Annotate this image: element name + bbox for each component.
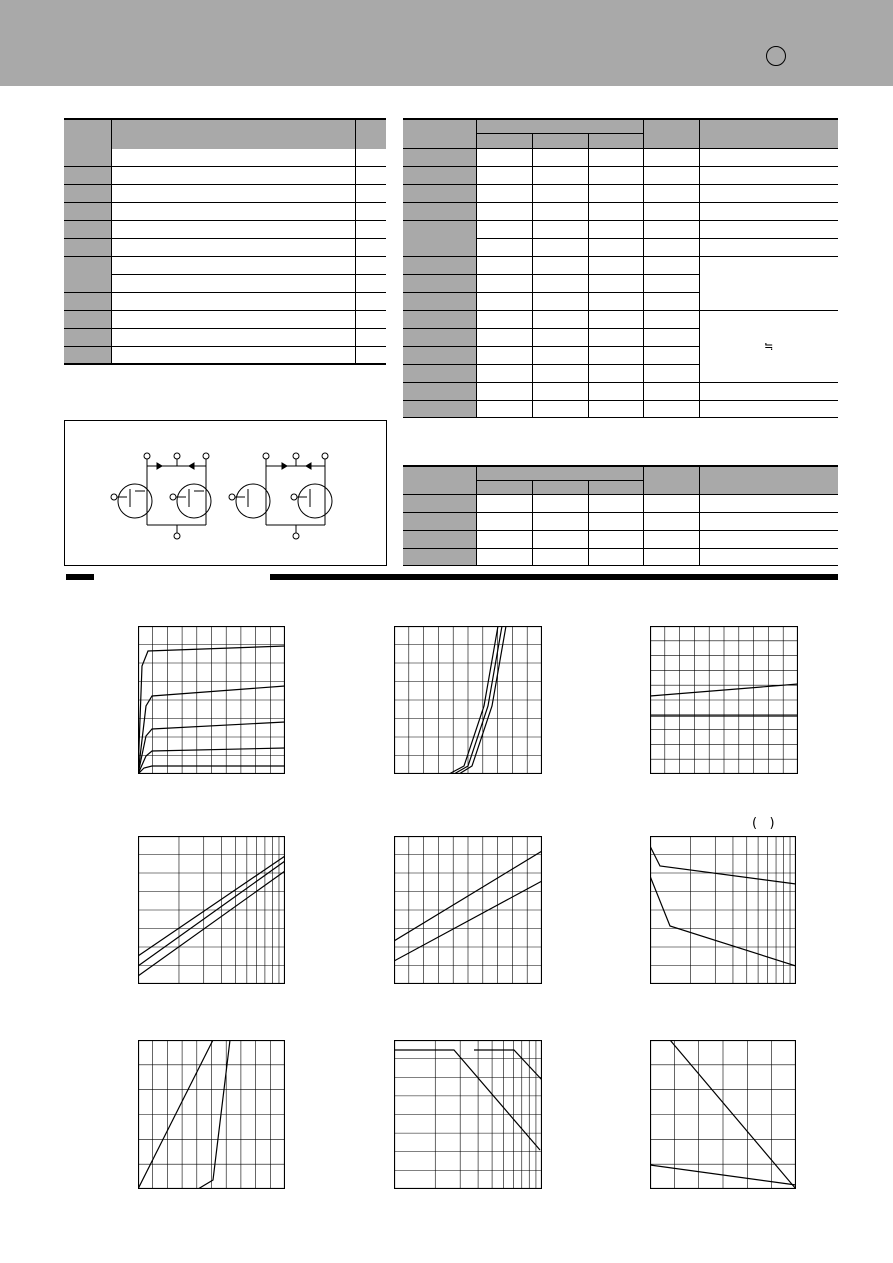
mosfet-diode-icon — [236, 484, 270, 518]
mosfet-diode-icon — [298, 484, 332, 518]
graph-6 — [650, 836, 796, 984]
graph-4 — [138, 836, 285, 984]
merged-conditions-cell — [699, 310, 838, 382]
approx-equal-symbol: ≒ — [764, 340, 774, 353]
right-table — [403, 118, 838, 418]
graph-7 — [138, 1040, 285, 1189]
equivalent-circuit-box — [64, 420, 387, 566]
graph-3 — [650, 626, 798, 774]
graph-2 — [394, 626, 542, 774]
graph-curve — [650, 876, 796, 966]
graph-curve — [138, 856, 285, 956]
circle-mark-icon — [766, 46, 786, 66]
section-bar-left — [66, 574, 94, 580]
graph-curve — [650, 846, 796, 884]
equivalent-circuit-diagram — [65, 421, 386, 565]
thermal-table — [403, 465, 838, 566]
graph-curve — [394, 1050, 540, 1150]
graph-curve — [138, 871, 285, 976]
graph-6-bracket: ( ) — [752, 816, 775, 831]
graph-8 — [394, 1040, 542, 1189]
graph-9 — [650, 1040, 796, 1189]
graph-1 — [138, 626, 285, 774]
graph-curve — [138, 861, 285, 966]
section-bar-right — [270, 574, 838, 580]
graph-curve — [474, 1050, 542, 1080]
header-band — [0, 0, 893, 86]
left-table — [64, 118, 386, 365]
graph-5 — [394, 836, 542, 984]
